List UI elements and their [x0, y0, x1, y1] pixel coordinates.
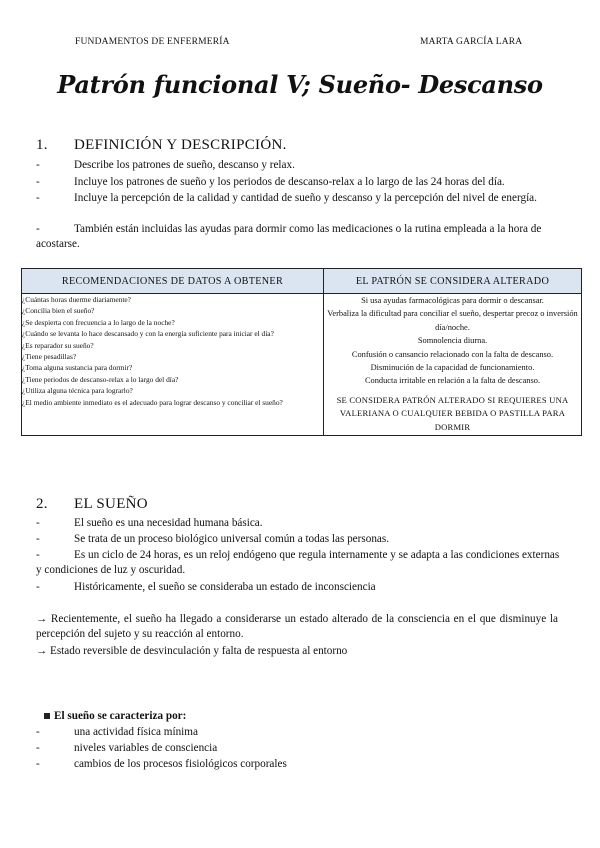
altered-cell	[324, 294, 582, 436]
arrow-paragraph-2: → Estado reversible de desvinculación y falta de respuesta al entorno	[36, 645, 348, 657]
feature-item	[36, 741, 564, 756]
question-item: ¿Cuántas horas duerme diariamente?	[22, 295, 131, 304]
table-header-data: RECOMENDACIONES DE DATOS A OBTENER	[22, 269, 324, 294]
bullet-dash: -	[36, 581, 40, 593]
altered-item: Confusión o cansancio relacionado con la falta de descanso.	[351, 349, 554, 359]
feature-text: cambios de los procesos fisiológicos corporales	[74, 758, 287, 770]
section-2-bullet	[36, 580, 564, 595]
question-item: ¿Toma alguna sustancia para dormir?	[22, 363, 133, 373]
altered-item: Si usa ayudas farmacológicas para dormir o descansar.	[361, 296, 544, 305]
bullet-dash: -	[36, 223, 40, 235]
square-bullet-icon	[44, 713, 50, 719]
bullet-dash: -	[36, 176, 40, 188]
question-item: ¿Tiene periodos de descanso-relax a lo largo del día?	[22, 374, 179, 384]
question-item: ¿Cuándo se levanta lo hace descansado y con la energía suficiente para iniciar el día?	[22, 329, 274, 339]
bullet-text: Se trata de un proceso biológico universal común a todas las personas.	[74, 533, 390, 545]
bullet-dash: -	[36, 533, 40, 545]
feature-text: niveles variables de consciencia	[74, 742, 218, 754]
recommendations-table	[21, 268, 582, 436]
section-1-bullet	[36, 222, 566, 252]
altered-item: Somnolencia diurna.	[417, 336, 488, 346]
bullet-text: Incluye la percepción de la calidad y cantidad de sueño y descanso y la percepción del nivel de energía.	[74, 192, 537, 204]
bullet-text: Incluye los patrones de sueño y los periodos de descanso-relax a lo largo de las 24 horas del día.	[74, 176, 505, 188]
section-2-bullet	[36, 548, 566, 578]
question-item: ¿Es reparador su sueño?	[22, 340, 94, 350]
features-heading	[44, 710, 186, 722]
bullet-dash: -	[36, 726, 40, 738]
question-item: ¿Utiliza alguna técnica para lograrlo?	[22, 386, 133, 396]
section-2-bullet	[36, 532, 564, 547]
bullet-text: Históricamente, el sueño se consideraba un estado de inconsciencia	[74, 581, 376, 593]
section-1-bullet	[36, 191, 566, 206]
section-2-heading	[36, 496, 148, 513]
header-course: FUNDAMENTOS DE ENFERMERÍA	[75, 37, 230, 47]
arrow-paragraph-1: → Recientemente, el sueño ha llegado a considerarse un estado alterado de la consciencia en el que disminuye la percepción del sujeto y su reacción al entorno.	[36, 613, 558, 640]
section-2-number: 2.	[36, 496, 48, 512]
table-header-altered: EL PATRÓN SE CONSIDERA ALTERADO	[324, 269, 582, 294]
features-heading-text: El sueño se caracteriza por:	[54, 710, 187, 722]
bullet-dash: -	[36, 159, 40, 171]
bullet-dash: -	[36, 549, 40, 561]
altered-item: Verbaliza la dificultad para conciliar el sueño, despertar precoz o inversión día/noche.	[327, 309, 578, 332]
bullet-dash: -	[36, 758, 40, 770]
bullet-dash: -	[36, 192, 40, 204]
bullet-text: También están incluidas las ayudas para dormir como las medicaciones o la rutina empleada a la hora de acostarse.	[36, 223, 542, 250]
question-item: ¿Concilia bien el sueño?	[22, 306, 95, 316]
feature-item	[36, 725, 564, 740]
bullet-dash: -	[36, 742, 40, 754]
altered-item: Disminución de la capacidad de funcionamiento.	[370, 363, 535, 373]
feature-item	[36, 757, 564, 772]
feature-text: una actividad física mínima	[74, 726, 198, 738]
section-1-number: 1.	[36, 137, 48, 153]
bullet-text: Es un ciclo de 24 horas, es un reloj endógeno que regula internamente y se adapta a las condiciones externas y condiciones de luz y oscuridad.	[36, 549, 560, 576]
section-1-heading	[36, 137, 287, 154]
page-title: Patrón funcional V; Sueño- Descanso	[57, 70, 543, 99]
question-item: ¿Se despierta con frecuencia a lo largo de la noche?	[22, 317, 175, 327]
bullet-text: Describe los patrones de sueño, descanso y relax.	[74, 159, 295, 171]
section-1-bullet	[36, 158, 564, 173]
bullet-text: El sueño es una necesidad humana básica.	[74, 517, 263, 529]
section-1-title: DEFINICIÓN Y DESCRIPCIÓN.	[74, 137, 287, 153]
questions-cell	[22, 294, 324, 436]
section-1-bullet	[36, 175, 564, 190]
altered-warning: SE CONSIDERA PATRÓN ALTERADO SI REQUIERES UNA VALERIANA O CUALQUIER BEBIDA O PASTILLA PARA DORMIR	[336, 394, 569, 433]
question-item: ¿El medio ambiente inmediato es el adecuado para lograr descanso y conciliar el sueño?	[22, 397, 283, 407]
section-2-bullet	[36, 516, 564, 531]
section-2-title: EL SUEÑO	[74, 496, 148, 512]
bullet-dash: -	[36, 517, 40, 529]
altered-item: Conducta irritable en relación a la falta de descanso.	[364, 376, 541, 386]
header-author: MARTA GARCÍA LARA	[420, 37, 523, 47]
question-item: ¿Tiene pesadillas?	[22, 352, 77, 362]
